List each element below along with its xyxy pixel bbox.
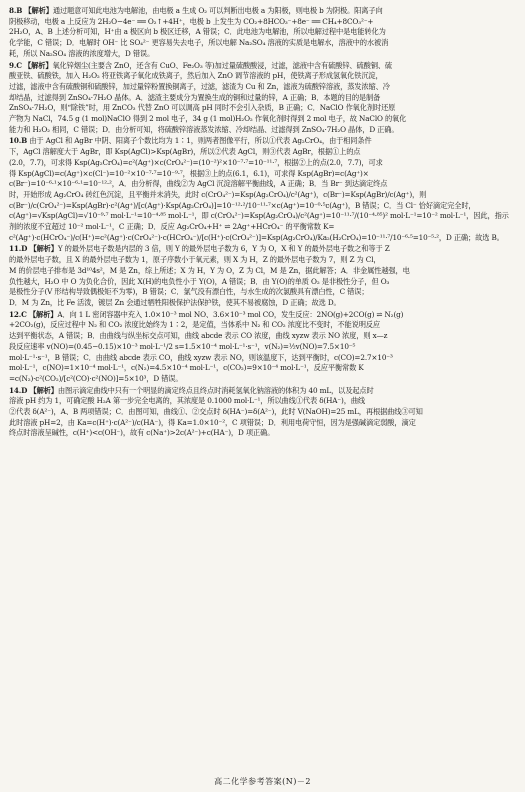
line-text: 过滤，滤液中含有硫酸铜和硫酸锌，加过量锌粉置换铜离子，过滤，滤渣为 Cu 和 Zn，滤液为硫酸锌溶液，蒸发浓缩、冷: [9, 81, 390, 91]
question-number: 9.C: [9, 60, 22, 70]
line-text: c²(Ag⁺)·c(HCrO₄⁻)/c(H⁺)=c²(Ag⁺)·c(CrO₄²⁻)·c(HCrO₄⁻)/[c(H⁺)·c(CrO₄²⁻)]=Ksp(Ag₂CrO₄)/Ka₂(H₂CrO₄)=10⁻¹¹·⁷/10⁻⁶·⁵=10⁻⁵·²，D 正确；故选 B。: [9, 232, 504, 242]
line-text: c(Br⁻)=10⁻⁶·¹×10⁻⁶·¹=10⁻¹²·²，A．由分析得，曲线②为 AgCl 沉淀溶解平衡曲线，A 正确；B．当 Br⁻ 到达滴定终点: [9, 179, 388, 189]
line-text: 氧化锌烟尘(主要含 ZnO，还含有 CuO、Fe₂O₃ 等)加过量硫酸酸浸，过滤，滤液中含有硫酸锌、硫酸铜、硫: [52, 60, 393, 70]
question-line: [9, 255, 516, 266]
question-number: 8.B: [9, 6, 23, 15]
analysis-tag: 【解析】: [24, 60, 53, 70]
line-text: 时，开始形成 Ag₂CrO₄ 砖红色沉淀，且平衡并未消失，此时 c(CrO₄²⁻)=Ksp(Ag₂CrO₄)/c²(Ag⁺)，c(Br⁻)=Ksp(AgBr)/c(Ag⁺)，则: [9, 189, 427, 199]
line-text: 剂的浓度不宜超过 10⁻² mol·L⁻¹，C 正确；D．反应 Ag₂CrO₄+H⁺ ⇌ 2Ag⁺+HCrO₄⁻ 的平衡常数 K=: [9, 222, 335, 232]
question-line: [9, 233, 516, 244]
question-line: [9, 331, 516, 342]
line-text: ZnSO₄·7H₂O，则“除铁”时，用 ZnCO₃ 代替 ZnO 可以调高 pH 同时不会引入杂质，B 正确；C．NaClO 作氧化剂时还原: [9, 103, 396, 113]
question-line: [9, 103, 516, 114]
question-line: [9, 342, 516, 353]
question-line: [9, 93, 516, 104]
question-line: [9, 277, 516, 288]
line-text: 却结晶，过滤得到 ZnSO₄·7H₂O 晶体。A．滤渣主要成分为置换生成的铜和过量的锌，A 正确；B．本题的目的是制备: [9, 92, 381, 102]
line-text: 通过题意可知此电池为电解池，由电极 a 生成 O₂ 可以判断出电极 a 为阳极，则电极 b 为阴极。阳离子向: [52, 6, 383, 15]
question-line: [9, 169, 516, 180]
question-first-line: [9, 6, 516, 17]
question-first-line: [9, 61, 516, 72]
analysis-tag: 【解析】: [28, 309, 58, 319]
question-block: [9, 61, 516, 136]
question-line: [9, 147, 516, 158]
line-text: mol·L⁻¹·s⁻¹，B 错误；C．由曲线 abcde 表示 CO，曲线 xyzw 表示 NO，则该温度下，达到平衡时，c(CO)=2.7×10⁻³: [9, 352, 393, 362]
question-line: [9, 407, 516, 418]
question-line: [9, 179, 516, 190]
line-text: 酸亚铁、硫酸铁，加入 H₂O₂ 将亚铁离子氧化成铁离子，然后加入 ZnO 调节溶液的 pH，使铁离子形成氢氧化铁沉淀，: [9, 71, 383, 81]
question-line: [9, 71, 516, 82]
question-block: [9, 386, 516, 440]
line-text: 负性越大，H₂O 中 O 为负化合价，因此 X(H)的电负性小于 Y(O)，A 错误；B．由 Y(O)的单质 O₂ 是非极性分子，但 O₃: [9, 276, 390, 286]
analysis-tag: 【解析】: [24, 6, 53, 15]
question-line: [9, 222, 516, 233]
line-text: 的最外层电子数，且 X 的最外层电子数为 1，原子序数小于氧元素，则 X 为 H，Z 的最外层电子数为 7，则 Z 为 Cl，: [9, 255, 381, 265]
line-text: 段反应速率 v(NO)=(0.45−0.15)×10⁻³ mol·L⁻¹/2 s=1.5×10⁻⁴ mol·L⁻¹·s⁻¹，v(N₂)=½v(NO)=7.5×10⁻⁵: [9, 341, 356, 351]
line-text: 溶液 pH 约为 1，可确定酸 H₂A 第一步完全电离的，其浓度是 0.1000 mol·L⁻¹，所以曲线①代表 δ(HA⁻)，曲线: [9, 396, 366, 406]
question-line: [9, 49, 516, 60]
line-text: 达到平衡状态，A 错误；B．由曲线与纵坐标交点可知，曲线 abcde 表示 CO 浓度，曲线 xyzw 表示 NO 浓度，则 x—z: [9, 331, 388, 341]
line-text: mol·L⁻¹，c(NO)=1×10⁻⁴ mol·L⁻¹，c(N₂)=4.5×10⁻⁴ mol·L⁻¹，c(CO₂)=9×10⁻⁴ mol·L⁻¹，反应平衡常数 K: [9, 363, 364, 373]
question-line: [9, 374, 516, 385]
question-line: [9, 396, 516, 407]
line-text: 得 Ksp(AgCl)=c(Ag⁺)×c(Cl⁻)=10⁻²×10⁻⁷·⁷=10⁻⁹·⁷，根据③上的点(6.1，6.1)，可求得 Ksp(AgBr)=c(Ag⁺)×: [9, 168, 369, 178]
line-text: 阴极移动，电极 a 上反应为 2H₂O−4e⁻ ══ O₂↑+4H⁺，电极 b 上发生为 CO₂+8HCO₃⁻+8e⁻ ══ CH₄+8CO₃²⁻+: [9, 16, 374, 26]
line-text: ②代表 δ(A²⁻)，A、B 两项错误；C．由图可知，曲线①、②交点时 δ(HA⁻)=δ(A²⁻)，此时 V(NaOH)=25 mL，再根据曲线③可知: [9, 407, 423, 417]
question-number: 12.C: [9, 309, 27, 319]
question-line: [9, 320, 516, 331]
question-line: [9, 125, 516, 136]
question-number: 14.D: [9, 385, 28, 395]
question-block: [9, 6, 516, 60]
page-footer: 高二化学参考答案(N)－2: [214, 777, 311, 786]
question-number: 10.B: [9, 136, 28, 146]
analysis-tag: 【解析】: [29, 244, 58, 254]
line-text: D．M 为 Zn，比 Fe 活泼，镀层 Zn 会通过牺牲阳极保护法保护铁，使其不易被腐蚀，D 正确；故选 D。: [9, 297, 341, 307]
line-text: 耗，所以 Na₂SO₄ 溶液的浓度增大，D 错误。: [9, 48, 155, 58]
line-text: =c(N₂)·c²(CO₂)/[c²(CO)·c²(NO)]=5×10³，D 错误。: [9, 373, 183, 383]
line-text: 由于 AgCl 和 AgBr 中阴、阳离子个数比均为 1∶1，则两者图像平行，所以①代表 Ag₂CrO₄，由于相同条件: [29, 136, 372, 146]
line-text: 由图示滴定曲线中只有一个明显的滴定终点且终点时消耗氢氧化钠溶液的体积为 40 mL，以及起点时: [57, 385, 374, 395]
line-text: 终点时溶液呈碱性，c(H⁺)<c(OH⁻)，故有 c(Na⁺)>2c(A²⁻)+c(HA⁻)，D 项正确。: [9, 428, 275, 438]
question-first-line: [9, 386, 516, 397]
question-first-line: [9, 310, 516, 321]
line-text: A．向 1 L 密闭容器中充入 1.0×10⁻³ mol NO、3.6×10⁻³ mol CO，发生反应：2NO(g)+2CO(g) ⇌ N₂(g): [57, 309, 404, 319]
line-text: M 的价层电子排布是 3d¹⁰4s²，M 是 Zn，综上所述；X 为 H，Y 为 O，Z 为 Cl，M 是 Zn，据此解答；A．非金属性越强，电: [9, 265, 410, 275]
line-text: 产物为 NaCl，74.5 g (1 mol)NaClO 得到 2 mol 电子，34 g (1 mol)H₂O₂ 作氧化剂时得到 2 mol 电子，故 NaClO 的氧化: [9, 114, 407, 124]
question-line: [9, 201, 516, 212]
question-line: [9, 17, 516, 28]
question-line: [9, 353, 516, 364]
question-line: [9, 158, 516, 169]
question-line: [9, 82, 516, 93]
question-line: [9, 27, 516, 38]
question-block: [9, 310, 516, 385]
line-text: c(Br⁻)/c(CrO₄²⁻)=Ksp(AgBr)·c²(Ag⁺)/[c(Ag⁺)·Ksp(Ag₂CrO₄)]=10⁻¹²·²/10⁻¹¹·⁷×c(Ag⁺)=10⁻⁰·⁵c(Ag⁺)，B 错误；C．当 Cl⁻ 恰好滴定完全时，: [9, 200, 476, 210]
question-line: [9, 266, 516, 277]
line-text: 下，AgCl 溶解度大于 AgBr，即 Ksp(AgCl)>Ksp(AgBr)，所以②代表 AgCl，则③代表 AgBr，根据①上的点: [9, 147, 361, 157]
line-text: 2H₂O，A、B 上述分析可知，H⁺由 a 极区向 b 极区迁移，A 错误；C．此电池为电解池，所以电解过程中是电能转化为: [9, 27, 386, 37]
question-line: [9, 287, 516, 298]
question-first-line: [9, 244, 516, 255]
line-text: +2CO₂(g)，反应过程中 N₂ 和 CO₂ 浓度比始终为 1∶2，是定值，当体系中 N₂ 和 CO₂ 浓度比不变时，不能说明反应: [9, 320, 380, 330]
question-line: [9, 428, 516, 439]
question-line: [9, 114, 516, 125]
question-block: [9, 136, 516, 243]
question-first-line: [9, 136, 516, 147]
question-line: [9, 211, 516, 222]
question-number: 11.D: [9, 244, 28, 254]
question-line: [9, 298, 516, 309]
line-text: 是极性分子(V 形结构导致偶极矩不为零)，B 错误；C．氯气没有漂白性，与水生成的次氯酸具有漂白性，C 错误；: [9, 287, 369, 297]
question-line: [9, 38, 516, 49]
analysis-tag: 【解析】: [29, 385, 58, 395]
line-text: 此时溶液 pH=2，由 Ka=c(H⁺)·c(A²⁻)/c(HA⁻)，得 Ka=1.0×10⁻²，C 项错误；D．利用电荷守恒，因为是强碱滴定弱酸，滴定: [9, 417, 416, 427]
question-line: [9, 190, 516, 201]
line-text: 化学能，C 错误；D．电解时 OH⁻ 比 SO₄²⁻ 更容易失去电子，所以电解 Na₂SO₄ 溶液的实质是电解水，溶液中的水被消: [9, 38, 389, 48]
line-text: c(Ag⁺)=√Ksp(AgCl)=√10⁻⁹·⁷ mol·L⁻¹=10⁻⁴·⁸⁵ mol·L⁻¹，即 c(CrO₄²⁻)=Ksp(Ag₂CrO₄)/c²(Ag⁺)=10⁻¹¹·⁷/(10⁻⁴·⁸⁵)² mol·L⁻¹=10⁻² mol·L⁻¹，因此，指示: [9, 211, 509, 221]
question-line: [9, 363, 516, 374]
line-text: Y 的最外层电子数是内层的 3 倍，则 Y 的最外层电子数为 6，Y 为 O，X 和 Y 的最外层电子数之和等于 Z: [57, 244, 390, 254]
line-text: 能力和 H₂O₂ 相同，C 错误；D．由分析可知，将硫酸锌溶液蒸发浓缩、冷却结晶、过滤得到 ZnSO₄·7H₂O 晶体，D 正确。: [9, 124, 399, 134]
line-text: (2.0，7.7)，可求得 Ksp(Ag₂CrO₄)=c²(Ag⁺)×c(CrO₄²⁻)=(10⁻²)²×10⁻⁷·⁷=10⁻¹¹·⁷，根据②上的点(2.0，7.7)，可求: [9, 157, 383, 167]
question-block: [9, 244, 516, 308]
question-line: [9, 418, 516, 429]
